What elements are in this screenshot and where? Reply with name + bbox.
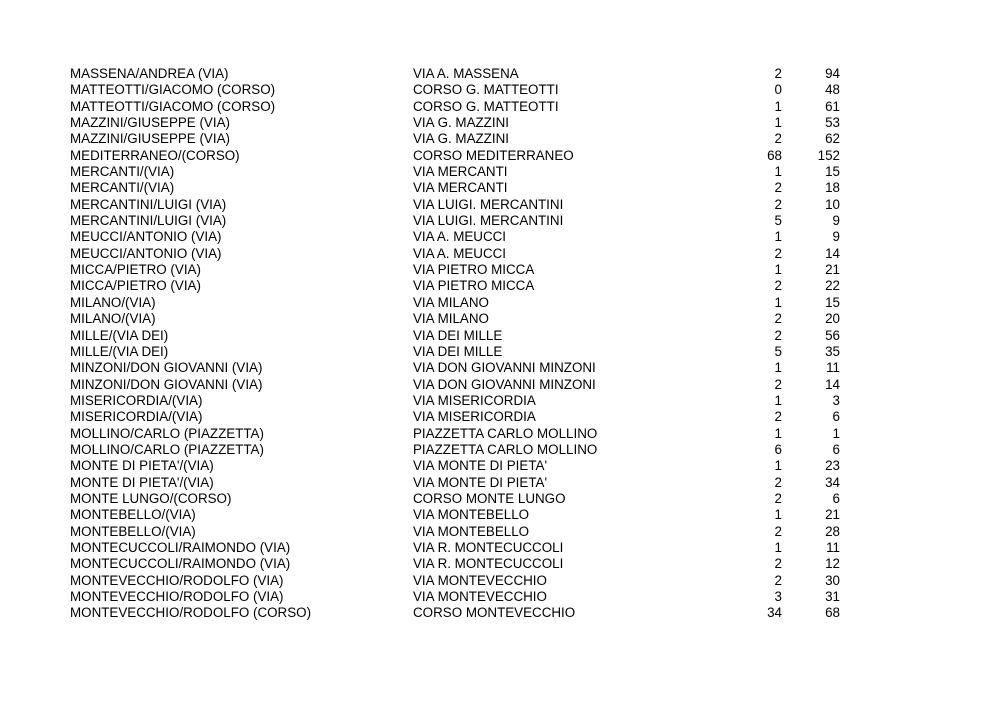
number-to-cell: 11: [826, 360, 840, 376]
number-from-cell: 3: [774, 589, 782, 604]
street-name-cell: MASSENA/ANDREA (VIA): [70, 66, 229, 81]
number-to-cell: 56: [825, 327, 840, 343]
number-to-cell: 30: [825, 572, 840, 588]
table-row: [70, 213, 850, 229]
street-address-cell: VIA DEI MILLE: [413, 327, 503, 343]
number-from-cell: 1: [774, 98, 782, 114]
street-address-cell: VIA LUIGI. MERCANTINI: [413, 213, 564, 229]
street-address-cell: CORSO MEDITERRANEO: [413, 147, 574, 163]
number-from-cell: 1: [774, 262, 782, 278]
street-name-cell: MOLLINO/CARLO (PIAZZETTA): [70, 425, 264, 441]
table-row: [70, 99, 850, 115]
street-name-cell: MEDITERRANEO/(CORSO): [70, 147, 240, 163]
number-from-cell: 2: [774, 180, 782, 196]
table-row: [70, 164, 850, 180]
number-to-cell: 18: [825, 180, 840, 196]
number-to-cell: 152: [817, 147, 840, 163]
number-to-cell: 48: [825, 82, 840, 98]
street-address-cell: VIA MISERICORDIA: [413, 392, 536, 408]
street-address-cell: PIAZZETTA CARLO MOLLINO: [413, 441, 598, 457]
number-from-cell: 2: [774, 245, 782, 261]
street-name-cell: MEUCCI/ANTONIO (VIA): [70, 245, 222, 261]
street-address-cell: VIA MONTEVECCHIO: [413, 572, 547, 588]
table-row: [70, 442, 850, 458]
street-address-cell: VIA A. MEUCCI: [413, 245, 507, 261]
street-address-cell: VIA MERCANTI: [413, 180, 508, 196]
table-row: [70, 393, 850, 409]
street-address-cell: VIA G. MAZZINI: [413, 131, 509, 147]
number-from-cell: 0: [774, 82, 782, 98]
street-name-cell: MONTECUCCOLI/RAIMONDO (VIA): [70, 556, 291, 572]
street-name-cell: MINZONI/DON GIOVANNI (VIA): [70, 376, 263, 392]
street-address-cell: VIA DON GIOVANNI MINZONI: [413, 360, 596, 376]
number-from-cell: 34: [767, 605, 782, 621]
street-address-cell: VIA MILANO: [413, 311, 489, 327]
table-row: [70, 507, 850, 523]
street-name-cell: MISERICORDIA/(VIA): [70, 392, 203, 408]
table-row: [70, 589, 850, 605]
table-row: [70, 491, 850, 507]
number-from-cell: 2: [774, 490, 782, 506]
street-name-cell: MONTEBELLO/(VIA): [70, 507, 196, 523]
number-to-cell: 9: [832, 213, 840, 229]
table-row: [70, 344, 850, 360]
table-row: [70, 524, 850, 540]
number-to-cell: 6: [832, 490, 840, 506]
table-row: [70, 148, 850, 164]
number-to-cell: 3: [832, 392, 840, 408]
number-from-cell: 1: [774, 360, 782, 376]
street-address-cell: VIA MONTEBELLO: [413, 507, 530, 523]
table-row: [70, 197, 850, 213]
table-row: [70, 295, 850, 311]
number-to-cell: 1: [832, 425, 840, 441]
number-to-cell: 22: [825, 278, 840, 294]
street-address-cell: VIA PIETRO MICCA: [413, 278, 535, 294]
street-name-cell: MATTEOTTI/GIACOMO (CORSO): [70, 82, 276, 98]
street-list: [70, 66, 850, 622]
street-address-cell: VIA DON GIOVANNI MINZONI: [413, 376, 596, 392]
number-to-cell: 35: [825, 343, 840, 359]
number-to-cell: 20: [825, 311, 840, 327]
number-to-cell: 68: [825, 605, 840, 621]
number-from-cell: 68: [767, 147, 782, 163]
table-row: [70, 131, 850, 147]
number-from-cell: 2: [774, 409, 782, 425]
street-name-cell: MILLE/(VIA DEI): [70, 343, 169, 359]
street-address-cell: PIAZZETTA CARLO MOLLINO: [413, 425, 598, 441]
table-row: [70, 115, 850, 131]
number-from-cell: 2: [774, 311, 782, 327]
table-row: [70, 246, 850, 262]
table-row: [70, 540, 850, 556]
table-row: [70, 180, 850, 196]
number-to-cell: 21: [825, 507, 840, 523]
street-address-cell: VIA MILANO: [413, 294, 489, 310]
street-address-cell: VIA LUIGI. MERCANTINI: [413, 196, 564, 212]
number-from-cell: 5: [774, 213, 782, 229]
number-to-cell: 34: [825, 474, 840, 490]
number-from-cell: 2: [774, 376, 782, 392]
street-address-cell: CORSO G. MATTEOTTI: [413, 82, 559, 98]
number-to-cell: 28: [825, 523, 840, 539]
street-name-cell: MICCA/PIETRO (VIA): [70, 262, 201, 278]
street-address-cell: VIA MONTEBELLO: [413, 523, 530, 539]
street-address-cell: VIA G. MAZZINI: [413, 115, 509, 131]
number-to-cell: 11: [826, 539, 840, 555]
street-name-cell: MERCANTI/(VIA): [70, 164, 175, 180]
street-address-cell: VIA DEI MILLE: [413, 343, 503, 359]
table-row: [70, 229, 850, 245]
number-to-cell: 15: [825, 164, 840, 180]
number-to-cell: 15: [825, 294, 840, 310]
number-from-cell: 2: [774, 66, 782, 81]
number-to-cell: 12: [825, 556, 840, 572]
table-row: [70, 377, 850, 393]
number-from-cell: 2: [774, 572, 782, 588]
street-name-cell: MONTEVECCHIO/RODOLFO (VIA): [70, 589, 284, 604]
street-address-cell: VIA PIETRO MICCA: [413, 262, 535, 278]
street-name-cell: MONTE LUNGO/(CORSO): [70, 490, 232, 506]
number-from-cell: 1: [774, 294, 782, 310]
number-from-cell: 2: [774, 196, 782, 212]
number-to-cell: 14: [825, 245, 840, 261]
street-address-cell: VIA A. MEUCCI: [413, 229, 507, 245]
street-name-cell: MONTEVECCHIO/RODOLFO (CORSO): [70, 605, 312, 621]
number-to-cell: 9: [832, 229, 840, 245]
street-name-cell: MERCANTINI/LUIGI (VIA): [70, 196, 227, 212]
number-from-cell: 2: [774, 278, 782, 294]
street-name-cell: MONTECUCCOLI/RAIMONDO (VIA): [70, 539, 291, 555]
number-to-cell: 62: [825, 131, 840, 147]
table-row: [70, 573, 850, 589]
number-from-cell: 1: [774, 115, 782, 131]
street-name-cell: MAZZINI/GIUSEPPE (VIA): [70, 115, 230, 131]
table-row: [70, 409, 850, 425]
street-address-cell: VIA MISERICORDIA: [413, 409, 536, 425]
table-row: [70, 426, 850, 442]
street-address-cell: CORSO MONTE LUNGO: [413, 490, 566, 506]
number-to-cell: 6: [832, 409, 840, 425]
table-row: [70, 458, 850, 474]
street-name-cell: MATTEOTTI/GIACOMO (CORSO): [70, 98, 276, 114]
number-from-cell: 1: [774, 425, 782, 441]
number-from-cell: 1: [774, 392, 782, 408]
table-row: [70, 556, 850, 572]
table-row: [70, 66, 850, 82]
number-to-cell: 6: [832, 441, 840, 457]
table-row: [70, 278, 850, 294]
number-to-cell: 61: [825, 98, 840, 114]
table-row: [70, 328, 850, 344]
number-to-cell: 21: [825, 262, 840, 278]
table-row: [70, 82, 850, 98]
street-name-cell: MILANO/(VIA): [70, 294, 156, 310]
street-address-cell: VIA MONTE DI PIETA': [413, 458, 548, 474]
street-name-cell: MERCANTI/(VIA): [70, 180, 175, 196]
street-name-cell: MONTE DI PIETA'/(VIA): [70, 474, 214, 490]
street-name-cell: MISERICORDIA/(VIA): [70, 409, 203, 425]
number-from-cell: 2: [774, 131, 782, 147]
street-name-cell: MILLE/(VIA DEI): [70, 327, 169, 343]
number-from-cell: 1: [774, 458, 782, 474]
table-row: [70, 475, 850, 491]
number-from-cell: 5: [774, 343, 782, 359]
number-to-cell: 31: [825, 589, 840, 604]
street-name-cell: MERCANTINI/LUIGI (VIA): [70, 213, 227, 229]
street-name-cell: MONTEBELLO/(VIA): [70, 523, 196, 539]
street-address-cell: VIA R. MONTECUCCOLI: [413, 539, 564, 555]
number-from-cell: 2: [774, 523, 782, 539]
street-address-cell: VIA MONTE DI PIETA': [413, 474, 548, 490]
number-to-cell: 23: [825, 458, 840, 474]
street-address-cell: VIA MERCANTI: [413, 164, 508, 180]
number-from-cell: 1: [774, 539, 782, 555]
street-name-cell: MAZZINI/GIUSEPPE (VIA): [70, 131, 230, 147]
street-address-cell: CORSO MONTEVECCHIO: [413, 605, 576, 621]
number-to-cell: 14: [825, 376, 840, 392]
number-from-cell: 1: [774, 507, 782, 523]
number-to-cell: 94: [825, 66, 840, 81]
number-to-cell: 10: [825, 196, 840, 212]
street-name-cell: MICCA/PIETRO (VIA): [70, 278, 201, 294]
street-address-cell: VIA A. MASSENA: [413, 66, 519, 81]
table-row: [70, 360, 850, 376]
number-from-cell: 1: [774, 229, 782, 245]
number-from-cell: 6: [774, 441, 782, 457]
number-from-cell: 2: [774, 327, 782, 343]
street-name-cell: MEUCCI/ANTONIO (VIA): [70, 229, 222, 245]
number-to-cell: 53: [825, 115, 840, 131]
table-row: [70, 311, 850, 327]
street-name-cell: MONTEVECCHIO/RODOLFO (VIA): [70, 572, 284, 588]
street-address-cell: VIA R. MONTECUCCOLI: [413, 556, 564, 572]
number-from-cell: 2: [774, 556, 782, 572]
street-name-cell: MILANO/(VIA): [70, 311, 156, 327]
street-name-cell: MOLLINO/CARLO (PIAZZETTA): [70, 441, 264, 457]
number-from-cell: 2: [774, 474, 782, 490]
street-name-cell: MONTE DI PIETA'/(VIA): [70, 458, 214, 474]
street-address-cell: VIA MONTEVECCHIO: [413, 589, 547, 604]
table-row: [70, 605, 850, 621]
street-address-cell: CORSO G. MATTEOTTI: [413, 98, 559, 114]
number-from-cell: 1: [774, 164, 782, 180]
table-row: [70, 262, 850, 278]
street-name-cell: MINZONI/DON GIOVANNI (VIA): [70, 360, 263, 376]
